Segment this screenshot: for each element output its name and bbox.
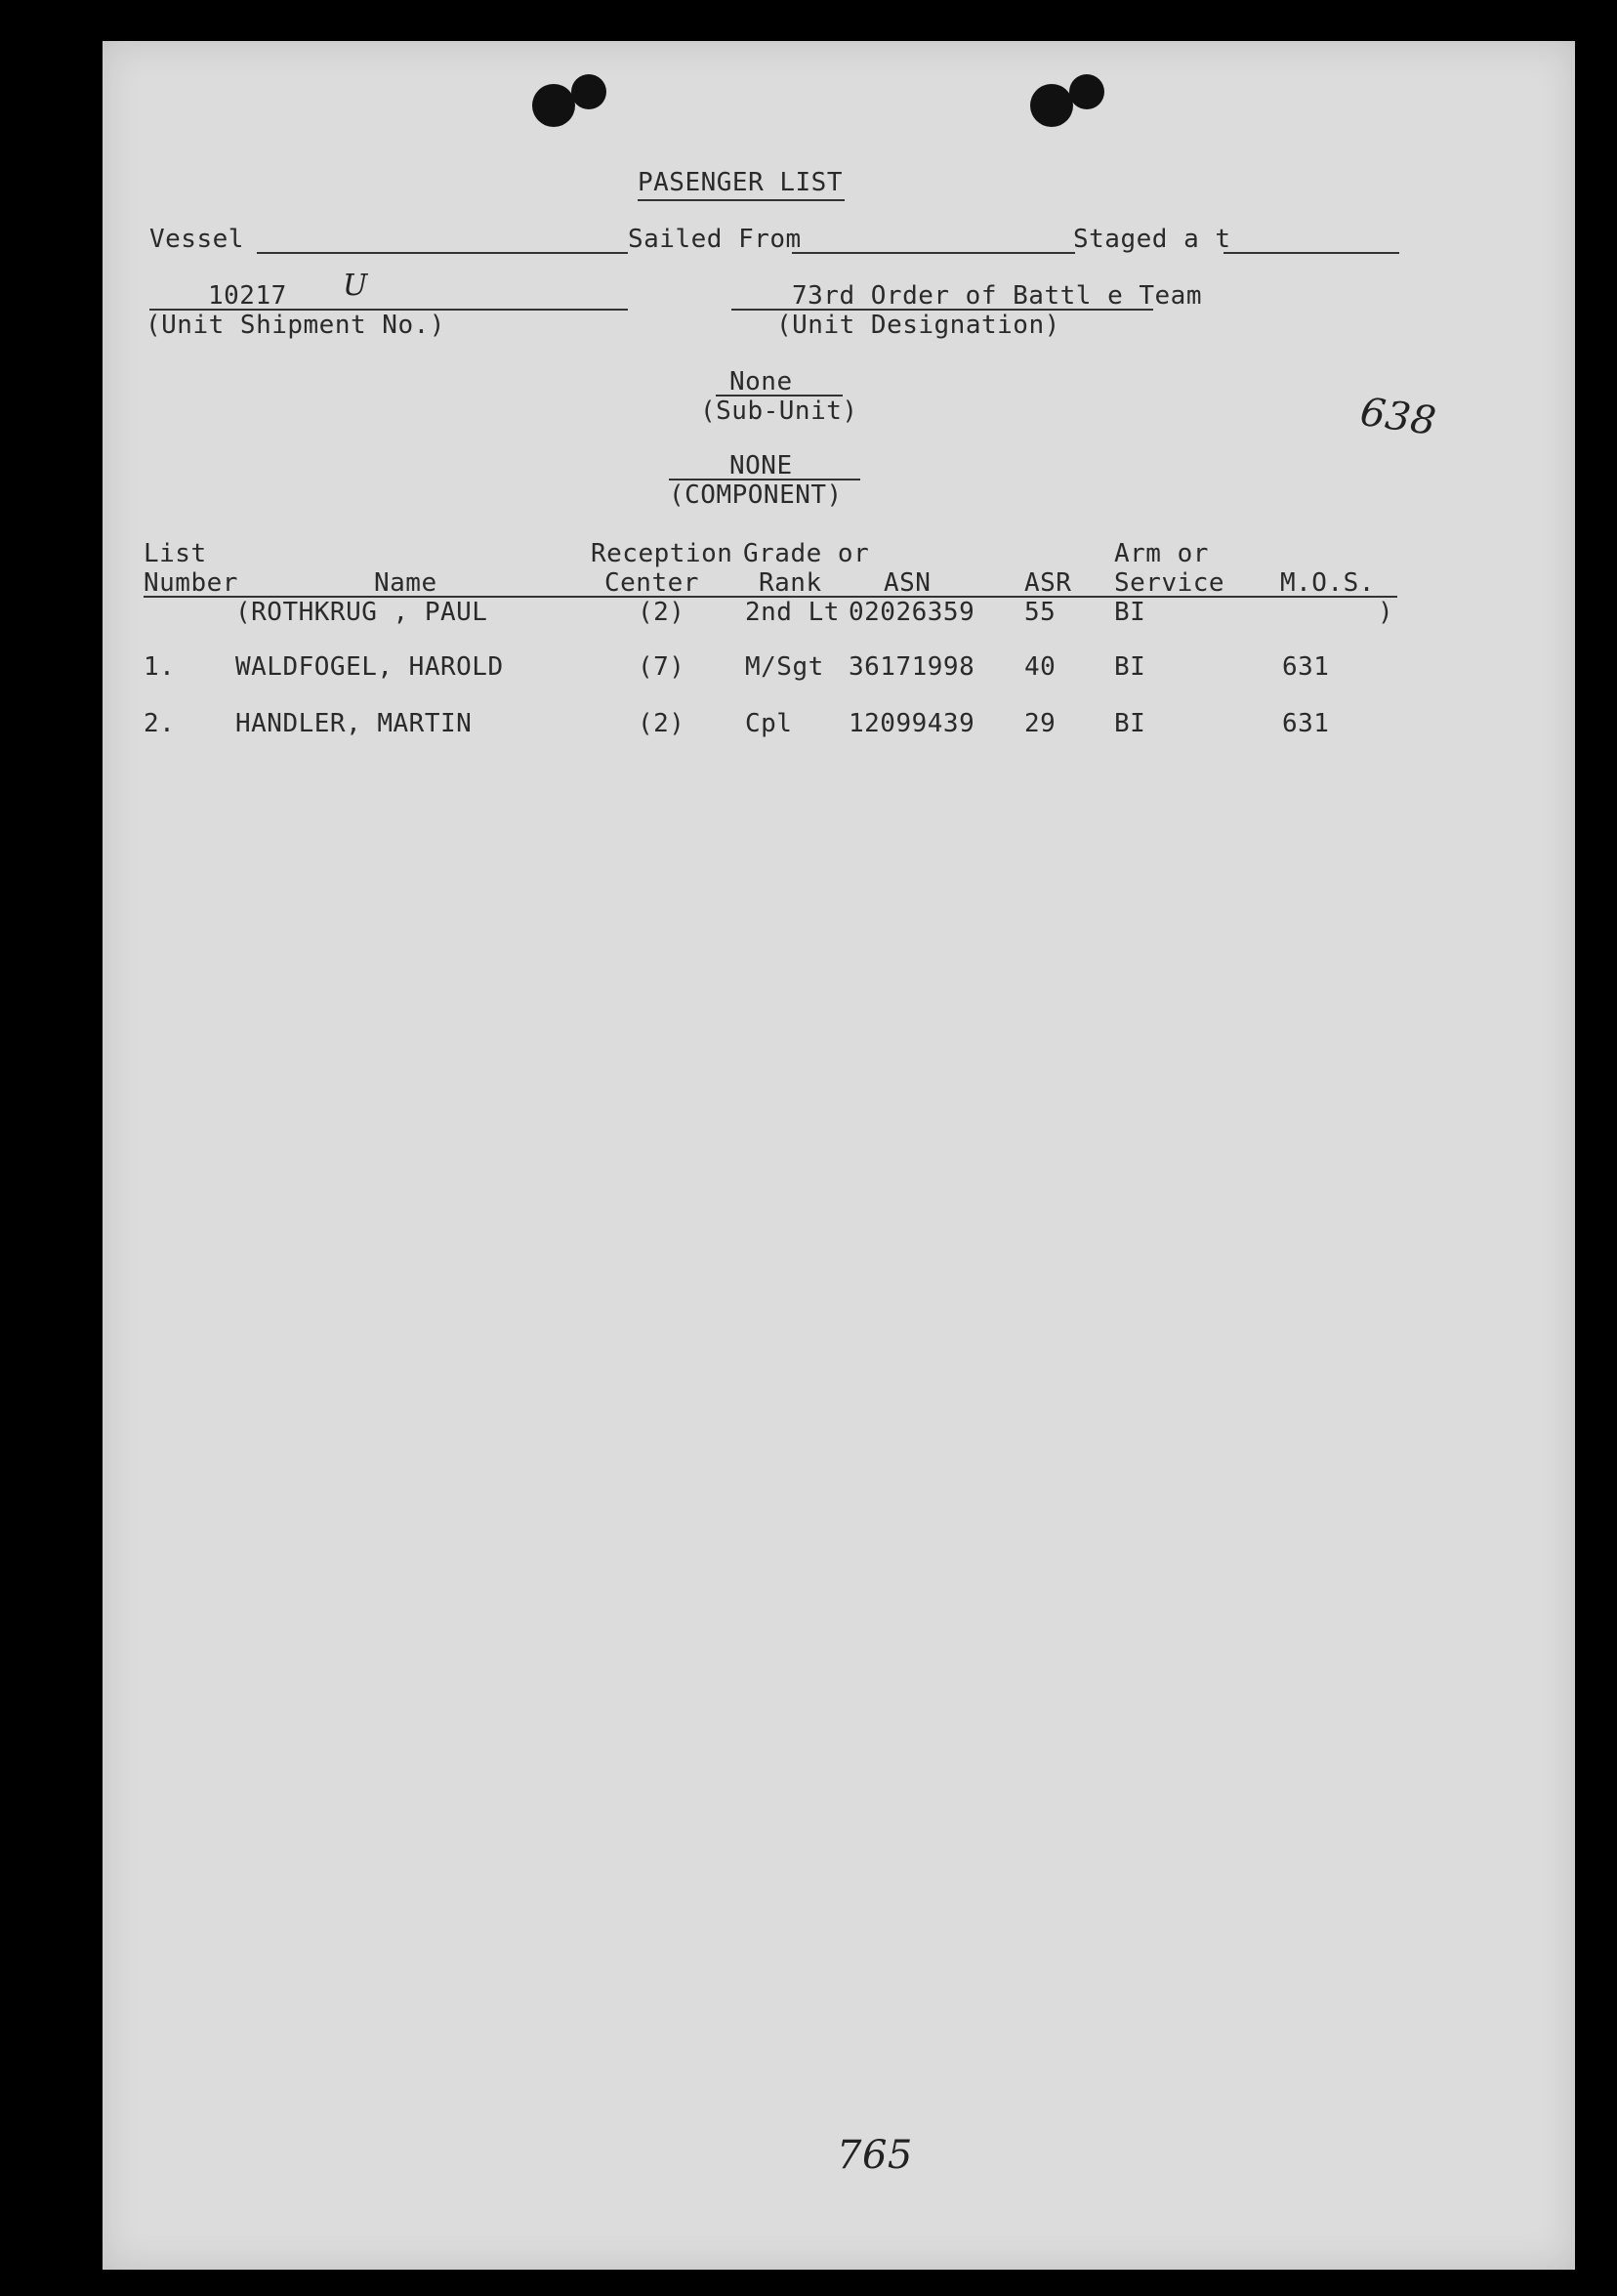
row-center: (7) (638, 652, 685, 682)
row-rank: Cpl (745, 709, 793, 738)
col-list-number-1: List (144, 539, 207, 568)
unit-designation-value: 73rd Order of Battl e Team (792, 281, 1202, 311)
row-rank: M/Sgt (745, 652, 824, 682)
footer-number: 765 (837, 2133, 913, 2178)
col-grade-1: Grade or (743, 539, 870, 568)
col-grade-2: Rank (759, 568, 822, 598)
punch-hole-right (1030, 84, 1073, 127)
unit-shipment-mark: U (343, 269, 368, 303)
row-mos: ) (1378, 598, 1394, 627)
staged-at-label: Staged a t (1073, 225, 1231, 254)
component-label: (COMPONENT) (669, 480, 843, 510)
sailed-from-label: Sailed From (628, 225, 802, 254)
unit-designation-label: (Unit Designation) (776, 311, 1060, 340)
row-asn: 36171998 (849, 652, 975, 682)
col-asn: ASN (884, 568, 932, 598)
row-name: (ROTHKRUG , PAUL (235, 598, 488, 627)
vessel-line (257, 252, 628, 254)
punch-hole-right-2 (1069, 74, 1104, 109)
component-value: NONE (729, 451, 793, 480)
staged-at-line (1223, 252, 1399, 254)
col-mos: M.O.S. (1280, 568, 1375, 598)
col-asr: ASR (1024, 568, 1072, 598)
page-title: PASENGER LIST (638, 168, 843, 197)
row-name: WALDFOGEL, HAROLD (235, 652, 504, 682)
sub-unit-label: (Sub-Unit) (700, 397, 858, 426)
row-arm: BI (1114, 598, 1146, 627)
punch-hole-left-2 (571, 74, 606, 109)
row-mos: 631 (1282, 652, 1330, 682)
col-name: Name (374, 568, 437, 598)
document-page (103, 41, 1575, 2270)
col-reception-2: Center (604, 568, 699, 598)
row-asn: 02026359 (849, 598, 975, 627)
row-asr: 40 (1024, 652, 1057, 682)
row-arm: BI (1114, 709, 1146, 738)
punch-hole-left (532, 84, 575, 127)
row-name: HANDLER, MARTIN (235, 709, 473, 738)
title-underline (638, 199, 845, 201)
row-asr: 55 (1024, 598, 1057, 627)
col-arm-2: Service (1114, 568, 1225, 598)
row-center: (2) (638, 598, 685, 627)
row-asn: 12099439 (849, 709, 975, 738)
row-no: 2. (144, 709, 176, 738)
row-arm: BI (1114, 652, 1146, 682)
col-arm-1: Arm or (1114, 539, 1209, 568)
unit-shipment-value: 10217 (208, 281, 287, 311)
row-rank: 2nd Lt (745, 598, 840, 627)
row-asr: 29 (1024, 709, 1057, 738)
unit-shipment-label: (Unit Shipment No.) (145, 311, 445, 340)
vessel-label: Vessel (149, 225, 244, 254)
sailed-from-line (792, 252, 1075, 254)
row-center: (2) (638, 709, 685, 738)
col-reception-1: Reception (591, 539, 733, 568)
row-mos: 631 (1282, 709, 1330, 738)
sub-unit-value: None (729, 367, 793, 397)
row-no: 1. (144, 652, 176, 682)
col-list-number-2: Number (144, 568, 238, 598)
page-number: 638 (1357, 389, 1439, 445)
